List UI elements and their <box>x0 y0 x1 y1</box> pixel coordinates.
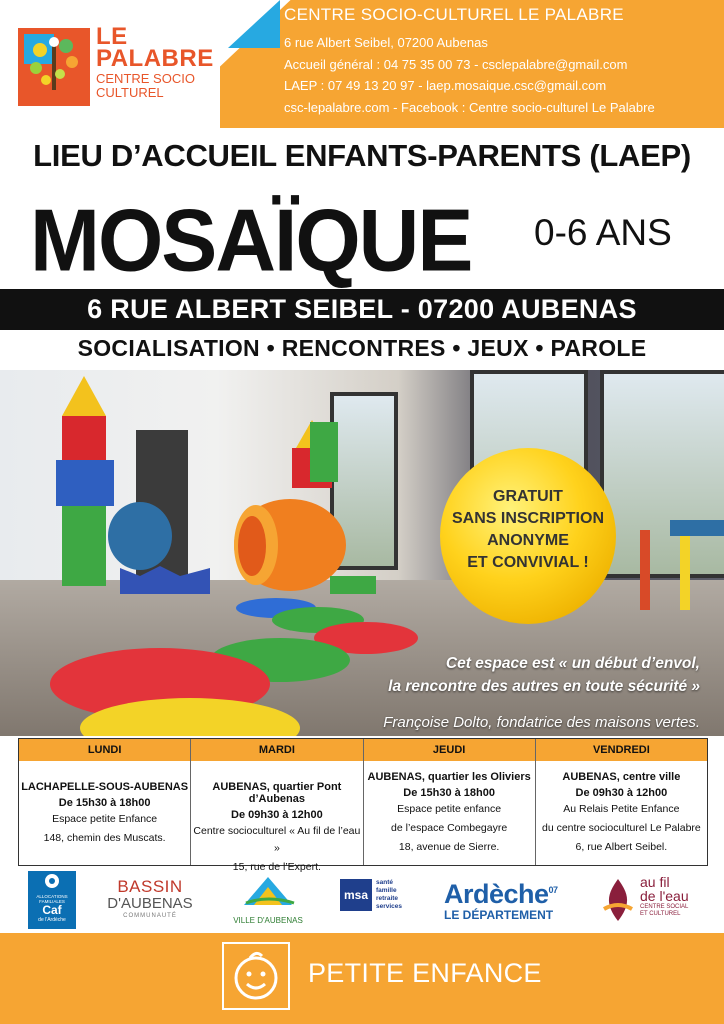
schedule-info: Espace petite enfance <box>397 803 502 815</box>
ardeche-sub: LE DÉPARTEMENT <box>444 908 554 922</box>
schedule-table <box>18 738 708 873</box>
palabre-logo-mark <box>18 28 90 106</box>
schedule-info: 15, rue de l’Expert. <box>232 861 321 873</box>
schedule-info: Espace petite Enfance <box>52 813 158 825</box>
free-access-badge <box>440 448 616 624</box>
schedule-col-vendredi <box>536 739 707 865</box>
header-title: CENTRE SOCIO-CULTUREL LE PALABRE <box>284 5 624 24</box>
schedule-col-mardi <box>191 739 363 873</box>
fil-line4: ET CULTUREL <box>640 911 681 917</box>
tree-icon <box>18 28 90 106</box>
child-face-icon <box>222 942 290 1010</box>
schedule-hours: De 15h30 à 18h00 <box>403 787 495 799</box>
schedule-hours: De 09h30 à 12h00 <box>231 809 323 821</box>
quote-close: » <box>687 678 700 695</box>
logo-sub-line2: CULTUREL <box>96 85 164 100</box>
ardeche-logo <box>444 877 576 922</box>
schedule-info: 148, chemin des Muscats. <box>43 832 166 844</box>
au-fil-de-leau-icon <box>598 875 638 925</box>
schedule-day: JEUDI <box>364 739 535 761</box>
header-web[interactable]: csc-lepalabre.com - Facebook : Centre socio-culturel Le Palabre <box>284 99 655 115</box>
dolto-quote <box>340 652 700 698</box>
quote-line1-start: Cet espace est « <box>445 655 572 672</box>
palabre-logo-subtitle <box>96 72 195 100</box>
badge-line4: ET CONVIVIAL ! <box>467 554 589 571</box>
quote-line1-end: un début d’envol, <box>571 655 700 672</box>
schedule-place <box>191 781 362 805</box>
bassin-aubenas-logo <box>104 879 196 920</box>
caf-line2: FAMILIALES <box>39 899 65 904</box>
schedule-place: AUBENAS, quartier les Oliviers <box>367 771 531 783</box>
logo-sub-line1: CENTRE SOCIO <box>96 71 195 86</box>
caf-logo <box>28 871 76 929</box>
ville-aubenas-logo <box>230 873 306 925</box>
bassin-line3: COMMUNAUTÉ <box>123 913 177 919</box>
header-accent <box>228 0 280 48</box>
msa-line2: famille <box>376 887 397 894</box>
caf-line4: de l'Ardèche <box>38 917 66 923</box>
schedule-day: MARDI <box>191 739 362 761</box>
schedule-info: du centre socioculturel Le Palabre <box>541 822 701 834</box>
msa-logo <box>340 879 412 919</box>
address-bar: 6 RUE ALBERT SEIBEL - 07200 AUBENAS <box>0 289 724 330</box>
quote-author: Françoise Dolto, fondatrice des maisons vertes. <box>383 714 700 731</box>
schedule-hours: De 15h30 à 18h00 <box>58 797 151 809</box>
caf-star-icon <box>28 871 76 891</box>
badge-line3: ANONYME <box>487 532 569 549</box>
schedule-info: Centre socioculturel « Au fil de l’eau » <box>193 825 361 854</box>
msa-line3: retraite <box>376 895 399 902</box>
smiley-icon <box>224 944 288 1008</box>
schedule-col-jeudi <box>364 739 536 865</box>
quote-line2: la rencontre des autres en toute sécurité <box>388 678 688 695</box>
caf-line3: Caf <box>42 903 62 917</box>
footer-label: PETITE ENFANCE <box>308 958 542 988</box>
schedule-day: VENDREDI <box>536 739 707 761</box>
schedule-place: AUBENAS, centre ville <box>562 771 681 783</box>
schedule-day: LUNDI <box>19 739 190 761</box>
header-accueil[interactable]: Accueil général : 04 75 35 00 73 - csclepalabre@gmail.com <box>284 56 628 72</box>
msa-line1: santé <box>376 879 393 886</box>
schedule-info: 18, avenue de Sierre. <box>398 841 500 853</box>
header-address: 6 rue Albert Seibel, 07200 Aubenas <box>284 35 488 50</box>
ardeche-num: 07 <box>548 885 558 895</box>
age-range: 0-6 ANS <box>534 212 672 253</box>
fil-line1: au fil <box>640 874 670 890</box>
ville-aubenas-text: VILLE D'AUBENAS <box>233 916 303 925</box>
msa-mark: msa <box>340 879 372 911</box>
laep-heading: LIEU D’ACCUEIL ENFANTS-PARENTS (LAEP) <box>33 138 691 173</box>
au-fil-de-leau-logo <box>598 871 702 929</box>
bassin-line2: D'AUBENAS <box>107 895 193 912</box>
mosaique-title: MOSAÏQUE <box>30 190 472 290</box>
schedule-hours: De 09h30 à 12h00 <box>575 787 668 799</box>
fil-line3: CENTRE SOCIAL <box>640 904 689 910</box>
fil-line2: de l'eau <box>640 888 689 904</box>
schedule-col-lundi <box>19 739 191 865</box>
palabre-logo-title <box>96 23 214 72</box>
schedule-place-text: AUBENAS, quartier Pont d’Aubenas <box>212 781 342 805</box>
keywords-line: SOCIALISATION • RENCONTRES • JEUX • PAROLE <box>77 335 647 361</box>
header-laep-contact[interactable]: LAEP : 07 49 13 20 97 - laep.mosaique.csc@gmail.com <box>284 78 607 93</box>
ville-aubenas-icon <box>238 873 298 913</box>
schedule-info: de l’espace Combegayre <box>391 822 508 834</box>
logo-title-line2: PALABRE <box>96 45 214 72</box>
schedule-info: Au Relais Petite Enfance <box>563 803 680 815</box>
schedule-place: LACHAPELLE-SOUS-AUBENAS <box>21 781 189 793</box>
header-contact <box>284 4 655 118</box>
caf-line1: ALLOCATIONS <box>36 894 68 899</box>
schedule-info: 6, rue Albert Seibel. <box>575 841 668 853</box>
ardeche-name: Ardèche <box>444 879 549 909</box>
msa-line4: services <box>376 903 403 910</box>
logo-title-line1: LE <box>96 23 128 50</box>
partner-logos <box>0 865 724 933</box>
badge-line1: GRATUIT <box>493 488 563 505</box>
badge-line2: SANS INSCRIPTION <box>451 510 604 527</box>
bassin-line1: BASSIN <box>117 877 183 896</box>
